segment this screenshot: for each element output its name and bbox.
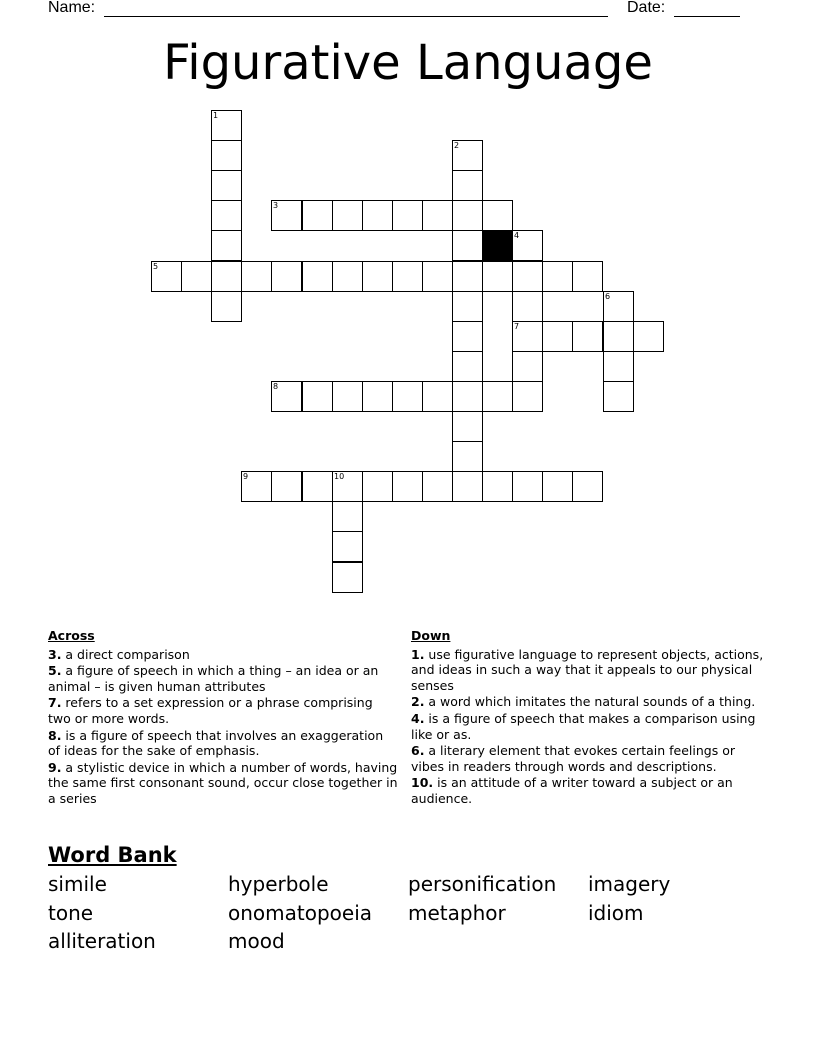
crossword-cell[interactable] <box>181 261 212 292</box>
crossword-cell[interactable] <box>512 321 543 352</box>
crossword-cell[interactable] <box>452 321 483 352</box>
crossword-cell[interactable] <box>362 471 393 502</box>
crossword-cell[interactable] <box>512 351 543 382</box>
crossword-cell[interactable] <box>603 291 634 322</box>
crossword-cell[interactable] <box>603 321 634 352</box>
across-clue <box>48 695 398 726</box>
crossword-cell[interactable] <box>452 351 483 382</box>
crossword-cell[interactable] <box>422 381 453 412</box>
crossword-cell[interactable] <box>512 381 543 412</box>
crossword-cell[interactable] <box>151 261 182 292</box>
down-heading: Down <box>411 628 451 643</box>
clue-text: a word which imitates the natural sounds of a thing. <box>424 694 756 710</box>
clue-number: 5. <box>48 663 62 679</box>
down-clue <box>411 743 771 774</box>
clue-text: a direct comparison <box>61 646 190 662</box>
crossword-cell[interactable] <box>452 261 483 292</box>
clue-text: a stylistic device in which a number of words, having the same first consonant sound, occur close together in a series <box>48 759 398 806</box>
down-clue <box>411 694 771 710</box>
crossword-cell[interactable] <box>211 110 242 141</box>
clue-text: use figurative language to represent objects, actions, and ideas in such a way that it appeals to our physical senses <box>411 646 764 693</box>
clue-number: 1 <box>213 111 219 120</box>
crossword-cell[interactable] <box>302 261 333 292</box>
word-bank-item: imagery <box>588 872 671 896</box>
clue-text: a literary element that evokes certain feelings or vibes in readers through words and descriptions. <box>411 743 735 774</box>
crossword-cell[interactable] <box>482 471 513 502</box>
crossword-cell[interactable] <box>392 200 423 231</box>
clue-text: is a figure of speech that makes a comparison using like or as. <box>411 710 756 742</box>
crossword-cell[interactable] <box>271 261 302 292</box>
across-clue <box>48 760 398 807</box>
clue-number: 1. <box>411 646 425 662</box>
across-heading: Across <box>48 628 95 643</box>
clue-number: 3 <box>273 201 279 210</box>
word-bank-item: alliteration <box>48 929 156 953</box>
word-bank <box>48 872 768 958</box>
crossword-cell[interactable] <box>271 381 302 412</box>
clue-number: 8 <box>273 382 279 391</box>
crossword-cell[interactable] <box>452 140 483 171</box>
crossword-cell[interactable] <box>362 200 393 231</box>
clue-number: 10. <box>411 775 434 791</box>
crossword-cell[interactable] <box>542 321 573 352</box>
across-clues <box>48 628 398 808</box>
clue-number: 2. <box>411 694 425 710</box>
clue-number: 2 <box>454 141 460 150</box>
crossword-cell[interactable] <box>211 200 242 231</box>
crossword-cell[interactable] <box>572 261 603 292</box>
crossword-cell[interactable] <box>452 230 483 261</box>
crossword-cell[interactable] <box>392 381 423 412</box>
clue-text: refers to a set expression or a phrase comprising two or more words. <box>48 695 373 726</box>
crossword-cell[interactable] <box>332 381 363 412</box>
crossword-cell[interactable] <box>302 200 333 231</box>
crossword-cell[interactable] <box>452 441 483 472</box>
clue-number: 5 <box>153 262 159 271</box>
crossword-cell[interactable] <box>332 261 363 292</box>
clue-number: 9 <box>243 472 249 481</box>
crossword-cell[interactable] <box>512 471 543 502</box>
across-clue <box>48 663 398 694</box>
down-clue <box>411 775 771 806</box>
crossword-cell[interactable] <box>542 471 573 502</box>
clue-number: 4 <box>514 231 520 240</box>
word-bank-item: tone <box>48 900 94 925</box>
crossword-cell[interactable] <box>211 291 242 322</box>
page-title: Figurative Language <box>163 35 653 91</box>
crossword-cell[interactable] <box>542 261 573 292</box>
crossword-cell[interactable] <box>603 351 634 382</box>
clue-number: 4. <box>411 710 425 726</box>
crossword-cell[interactable] <box>211 170 242 201</box>
clue-number: 6. <box>411 743 425 759</box>
crossword-cell[interactable] <box>572 471 603 502</box>
crossword-cell[interactable] <box>482 261 513 292</box>
crossword-cell[interactable] <box>512 291 543 322</box>
crossword-cell[interactable] <box>482 381 513 412</box>
clue-number: 9. <box>48 759 62 775</box>
down-clue <box>411 647 771 694</box>
across-clue <box>48 647 398 663</box>
word-bank-item: simile <box>48 872 107 896</box>
clue-number: 8. <box>48 727 62 743</box>
clue-number: 3. <box>48 646 62 662</box>
crossword-cell[interactable] <box>332 501 363 532</box>
word-bank-title: Word Bank <box>48 843 177 867</box>
crossword-cell[interactable] <box>271 200 302 231</box>
crossword-cell[interactable] <box>241 261 272 292</box>
word-bank-item: mood <box>228 929 285 953</box>
crossword-cell[interactable] <box>452 471 483 502</box>
crossword-cell[interactable] <box>452 200 483 231</box>
clue-number: 10 <box>334 472 345 481</box>
across-clue <box>48 728 398 759</box>
word-bank-item: hyperbole <box>228 872 329 896</box>
crossword-cell[interactable] <box>241 471 272 502</box>
crossword-cell[interactable] <box>332 562 363 593</box>
date-label: Date: <box>627 0 666 16</box>
crossword-cell[interactable] <box>392 471 423 502</box>
down-clue <box>411 711 771 742</box>
word-bank-item: personification <box>408 872 557 896</box>
name-label: Name: <box>48 0 96 16</box>
crossword-cell[interactable] <box>211 140 242 171</box>
crossword-cell[interactable] <box>512 230 543 261</box>
crossword-cell[interactable] <box>211 261 242 292</box>
crossword-cell[interactable] <box>603 381 634 412</box>
clue-number: 6 <box>605 292 611 301</box>
word-bank-item: onomatopoeia <box>228 900 373 925</box>
crossword-cell[interactable] <box>422 200 453 231</box>
crossword-cell[interactable] <box>452 291 483 322</box>
crossword-cell[interactable] <box>572 321 603 352</box>
word-bank-item: metaphor <box>408 900 506 925</box>
crossword-cell[interactable] <box>422 471 453 502</box>
crossword-cell[interactable] <box>452 411 483 442</box>
clue-text: is a figure of speech that involves an exaggeration of ideas for the sake of emphasis. <box>48 727 384 759</box>
crossword-cell[interactable] <box>452 381 483 412</box>
down-clues <box>411 628 771 808</box>
crossword-cell[interactable] <box>362 261 393 292</box>
crossword-cell[interactable] <box>422 261 453 292</box>
crossword-cell[interactable] <box>332 531 363 562</box>
crossword-cell[interactable] <box>392 261 423 292</box>
crossword-cell[interactable] <box>512 261 543 292</box>
clue-text: is an attitude of a writer toward a subject or an audience. <box>411 775 733 806</box>
crossword-cell[interactable] <box>633 321 664 352</box>
clue-number: 7. <box>48 695 62 711</box>
clue-text: a figure of speech in which a thing – an idea or an animal – is given human attributes <box>48 663 379 694</box>
crossword-cell[interactable] <box>271 471 302 502</box>
clue-number: 7 <box>514 322 520 331</box>
crossword-cell[interactable] <box>332 200 363 231</box>
crossword-cell[interactable] <box>302 381 333 412</box>
crossword-black-cell <box>482 230 513 261</box>
crossword-cell[interactable] <box>482 200 513 231</box>
crossword-cell[interactable] <box>362 381 393 412</box>
crossword-cell[interactable] <box>302 471 333 502</box>
crossword-cell[interactable] <box>332 471 363 502</box>
crossword-cell[interactable] <box>211 230 242 261</box>
word-bank-item: idiom <box>588 900 644 925</box>
crossword-cell[interactable] <box>452 170 483 201</box>
